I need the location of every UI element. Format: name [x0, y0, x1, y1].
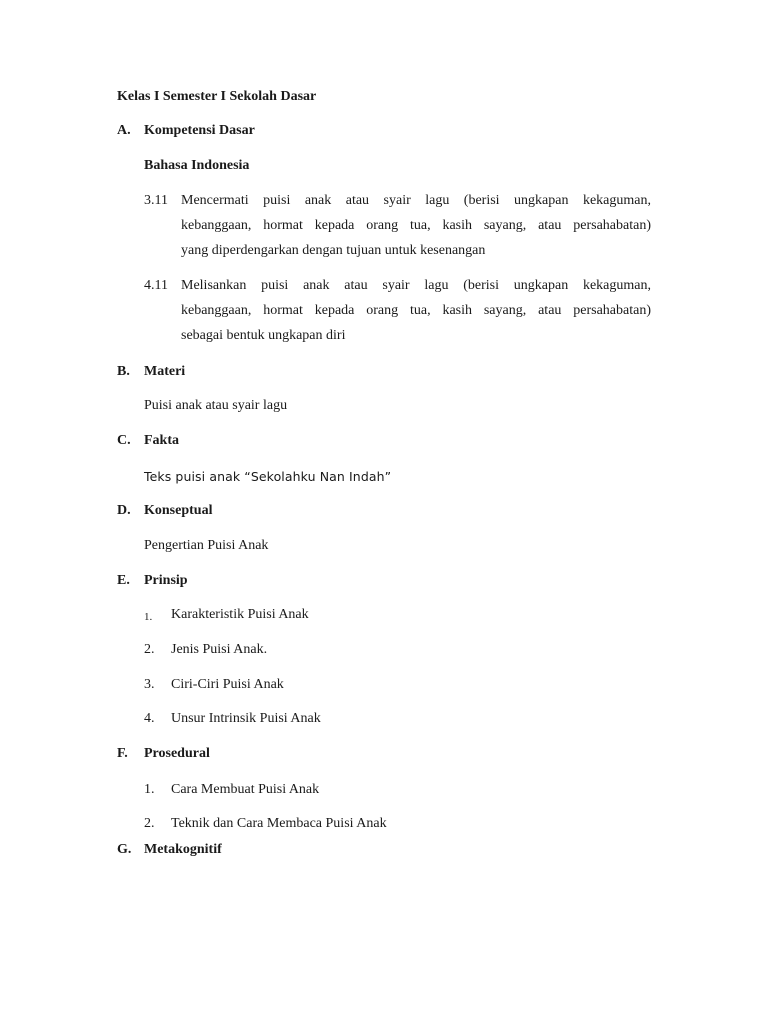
list-item: Karakteristik Puisi Anak — [171, 607, 309, 622]
kd-item-line: Mencermati puisi anak atau syair lagu (berisi ungkapan kekaguman, — [181, 193, 651, 208]
kd-item-line: sebagai bentuk ungkapan diri — [181, 328, 346, 343]
section-c-marker: C. — [117, 433, 131, 448]
section-b-title: Materi — [144, 364, 186, 379]
section-d-body: Pengertian Puisi Anak — [144, 538, 269, 553]
kd-item-line: yang diperdengarkan dengan tujuan untuk kesenangan — [181, 243, 486, 258]
section-a-marker: A. — [117, 123, 131, 138]
section-e-marker: E. — [117, 573, 130, 588]
section-g-marker: G. — [117, 842, 132, 857]
list-item-number: 1. — [144, 782, 155, 797]
list-item: Cara Membuat Puisi Anak — [171, 782, 320, 797]
section-g-title: Metakognitif — [144, 842, 222, 857]
kd-item-line: kebanggaan, hormat kepada orang tua, kasih sayang, atau persahabatan) — [181, 218, 651, 233]
section-d-title: Konseptual — [144, 503, 213, 518]
section-a-title: Kompetensi Dasar — [144, 123, 255, 138]
document-heading: Kelas I Semester I Sekolah Dasar — [117, 89, 317, 104]
section-f-marker: F. — [117, 746, 128, 761]
kd-item-line: Melisankan puisi anak atau syair lagu (berisi ungkapan kekaguman, — [181, 278, 651, 293]
kd-item-number: 3.11 — [144, 193, 168, 208]
kd-item-number: 4.11 — [144, 278, 168, 293]
list-item: Teknik dan Cara Membaca Puisi Anak — [171, 816, 387, 831]
section-b-marker: B. — [117, 364, 130, 379]
section-b-body: Puisi anak atau syair lagu — [144, 398, 288, 413]
section-d-marker: D. — [117, 503, 131, 518]
section-a-subtitle: Bahasa Indonesia — [144, 158, 250, 173]
list-item-number: 2. — [144, 816, 155, 831]
list-item-number: 4. — [144, 711, 155, 726]
list-item-number: 1. — [144, 611, 153, 623]
section-c-title: Fakta — [144, 433, 179, 448]
section-f-title: Prosedural — [144, 746, 210, 761]
list-item: Unsur Intrinsik Puisi Anak — [171, 711, 321, 726]
section-c-body: Teks puisi anak “Sekolahku Nan Indah” — [144, 469, 392, 484]
section-e-title: Prinsip — [144, 573, 188, 588]
kd-item-line: kebanggaan, hormat kepada orang tua, kasih sayang, atau persahabatan) — [181, 303, 651, 318]
list-item-number: 2. — [144, 642, 155, 657]
list-item-number: 3. — [144, 677, 155, 692]
list-item: Ciri-Ciri Puisi Anak — [171, 677, 284, 692]
list-item: Jenis Puisi Anak. — [171, 642, 268, 657]
